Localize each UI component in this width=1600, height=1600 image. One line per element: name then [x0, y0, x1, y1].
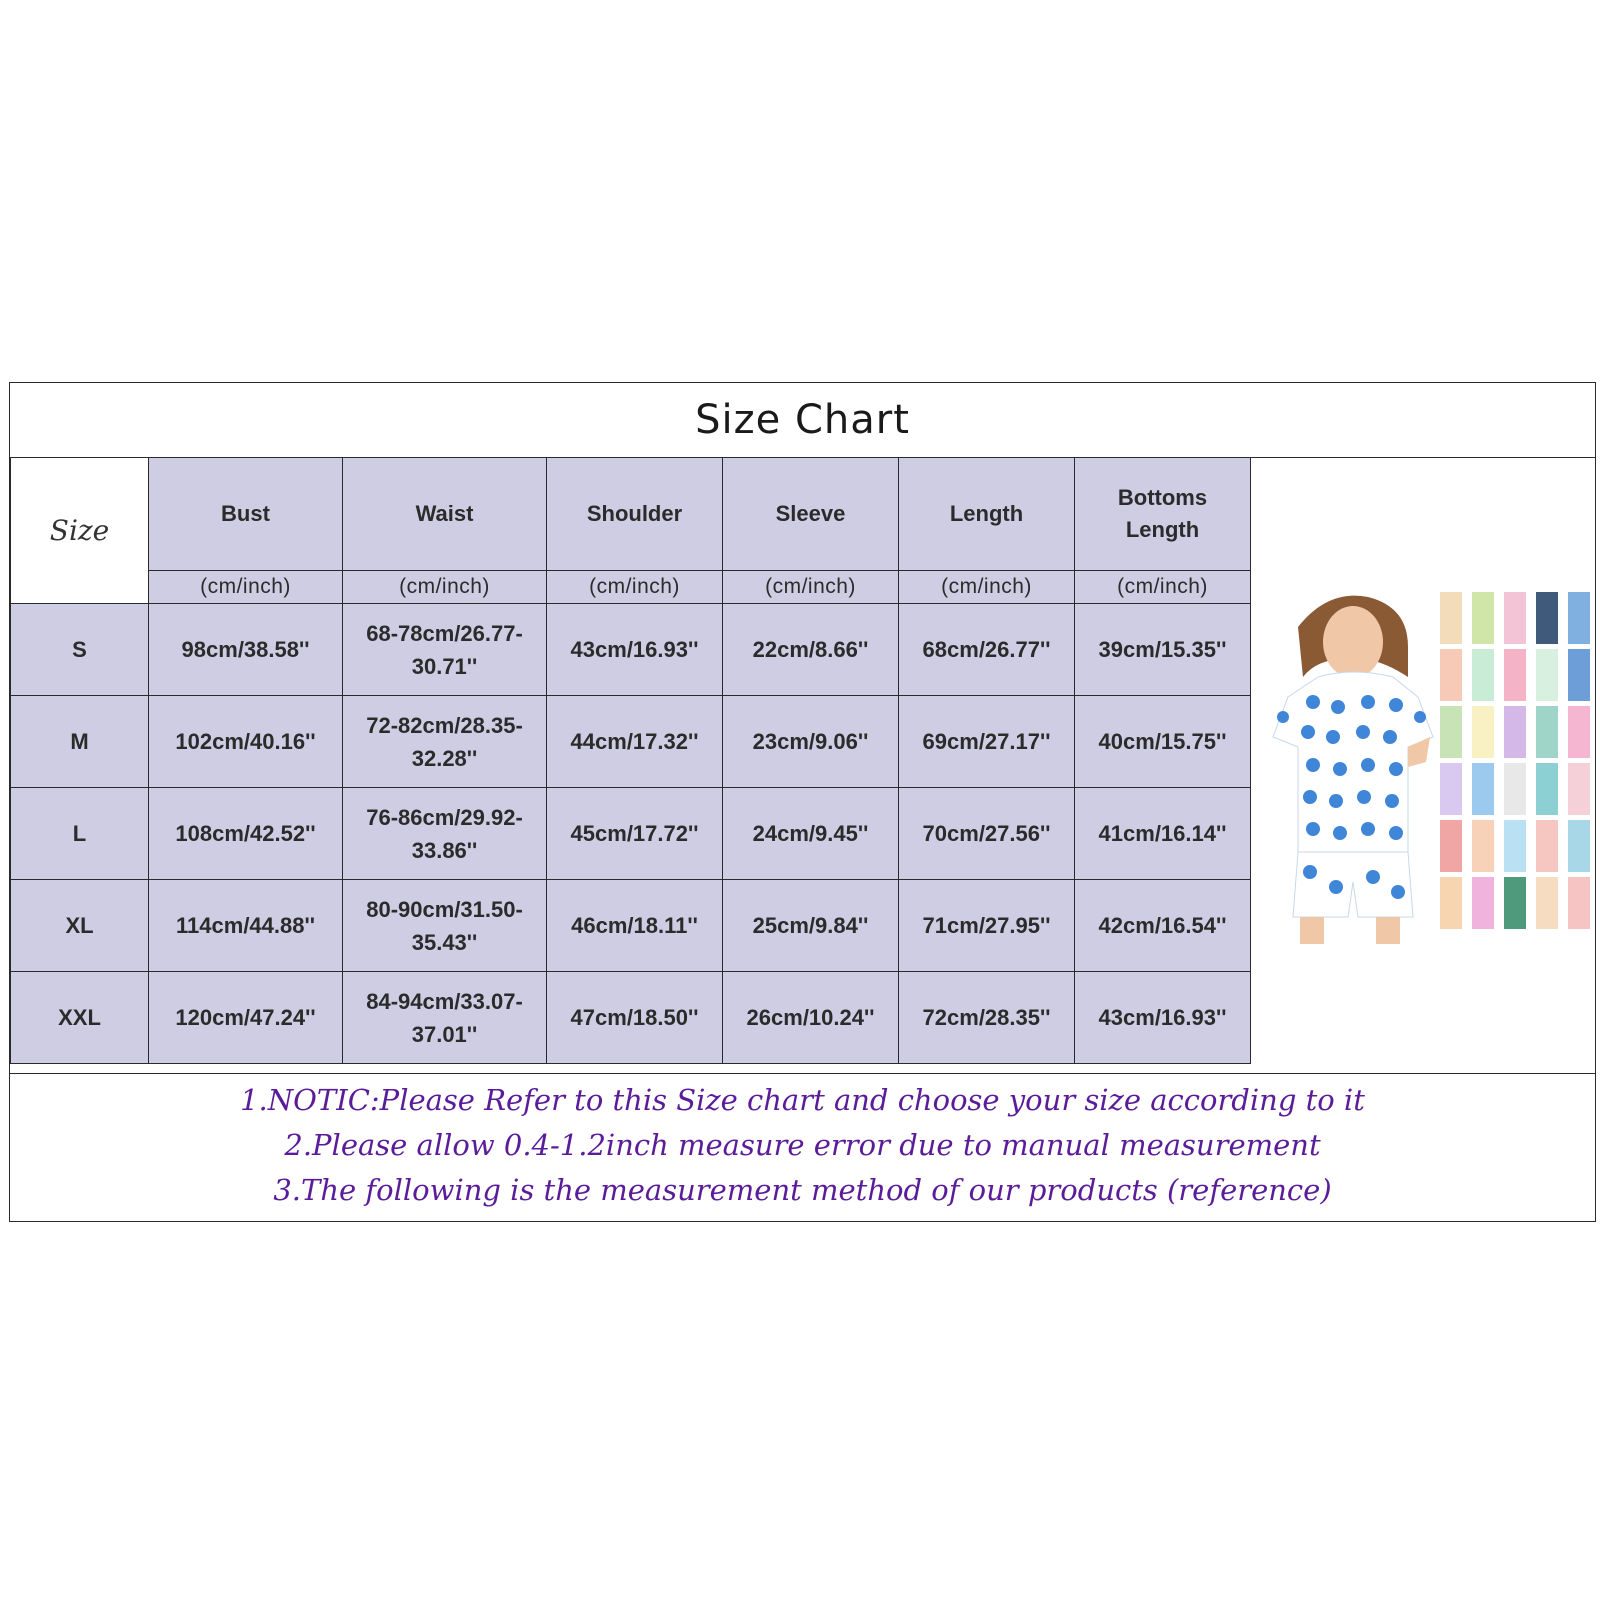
table-cell: 40cm/15.75'' — [1075, 696, 1251, 788]
waist-value: 84-94cm/33.07-37.01'' — [366, 988, 523, 1047]
unit-label: (cm/inch) — [899, 571, 1075, 604]
column-header-bottoms-length — [1075, 458, 1251, 571]
note-line: 2.Please allow 0.4-1.2inch measure error due to manual measurement — [284, 1128, 1321, 1162]
column-header-bust: Bust — [149, 458, 343, 571]
table-cell: 114cm/44.88'' — [149, 880, 343, 972]
table-cell: 39cm/15.35'' — [1075, 604, 1251, 696]
column-header-shoulder: Shoulder — [547, 458, 723, 571]
table-row — [11, 788, 1251, 880]
table-cell: 70cm/27.56'' — [899, 788, 1075, 880]
column-header-waist: Waist — [343, 458, 547, 571]
notes — [10, 1073, 1595, 1222]
waist-value: 80-90cm/31.50-35.43'' — [366, 896, 523, 955]
waist-value: 76-86cm/29.92-33.86'' — [366, 804, 523, 863]
table-cell — [343, 972, 547, 1064]
table-cell: 41cm/16.14'' — [1075, 788, 1251, 880]
table-cell: 43cm/16.93'' — [1075, 972, 1251, 1064]
table-cell: 46cm/18.11'' — [547, 880, 723, 972]
size-label: XXL — [11, 972, 149, 1064]
size-label: S — [11, 604, 149, 696]
table-cell: 71cm/27.95'' — [899, 880, 1075, 972]
table-cell: 98cm/38.58'' — [149, 604, 343, 696]
table-cell — [343, 788, 547, 880]
table-cell: 45cm/17.72'' — [547, 788, 723, 880]
unit-label: (cm/inch) — [1075, 571, 1251, 604]
table-cell: 102cm/40.16'' — [149, 696, 343, 788]
table-cell: 26cm/10.24'' — [723, 972, 899, 1064]
table-cell: 68cm/26.77'' — [899, 604, 1075, 696]
column-header-length: Length — [899, 458, 1075, 571]
table-cell: 72cm/28.35'' — [899, 972, 1075, 1064]
table-cell — [343, 696, 547, 788]
table-cell: 25cm/9.84'' — [723, 880, 899, 972]
size-table — [10, 457, 1251, 1064]
table-cell: 43cm/16.93'' — [547, 604, 723, 696]
unit-label: (cm/inch) — [547, 571, 723, 604]
column-header-sleeve: Sleeve — [723, 458, 899, 571]
table-cell — [343, 604, 547, 696]
bottoms-length-label: Bottoms Length — [1117, 485, 1208, 542]
table-cell: 120cm/47.24'' — [149, 972, 343, 1064]
size-label: XL — [11, 880, 149, 972]
waist-value: 68-78cm/26.77-30.71'' — [366, 620, 523, 679]
table-cell: 23cm/9.06'' — [723, 696, 899, 788]
table-cell: 47cm/18.50'' — [547, 972, 723, 1064]
unit-label: (cm/inch) — [723, 571, 899, 604]
table-row — [11, 880, 1251, 972]
table-cell: 44cm/17.32'' — [547, 696, 723, 788]
model-figure — [1273, 596, 1433, 944]
table-row — [11, 696, 1251, 788]
size-label: M — [11, 696, 149, 788]
chart-title: Size Chart — [10, 383, 1595, 458]
table-cell: 24cm/9.45'' — [723, 788, 899, 880]
unit-label: (cm/inch) — [149, 571, 343, 604]
table-row — [11, 972, 1251, 1064]
table-cell: 69cm/27.17'' — [899, 696, 1075, 788]
note-line: 1.NOTIC:Please Refer to this Size chart and choose your size according to it — [240, 1083, 1365, 1117]
size-label: L — [11, 788, 149, 880]
table-cell: 42cm/16.54'' — [1075, 880, 1251, 972]
table-row — [11, 604, 1251, 696]
size-chart — [9, 382, 1596, 1222]
waist-value: 72-82cm/28.35-32.28'' — [366, 712, 523, 771]
table-cell — [343, 880, 547, 972]
table-cell: 108cm/42.52'' — [149, 788, 343, 880]
note-line: 3.The following is the measurement method of our products (reference) — [273, 1173, 1332, 1207]
unit-label: (cm/inch) — [343, 571, 547, 604]
product-photo — [1258, 587, 1600, 944]
color-variants-grid — [1440, 592, 1590, 929]
table-cell: 22cm/8.66'' — [723, 604, 899, 696]
size-column-header: Size — [11, 458, 149, 604]
